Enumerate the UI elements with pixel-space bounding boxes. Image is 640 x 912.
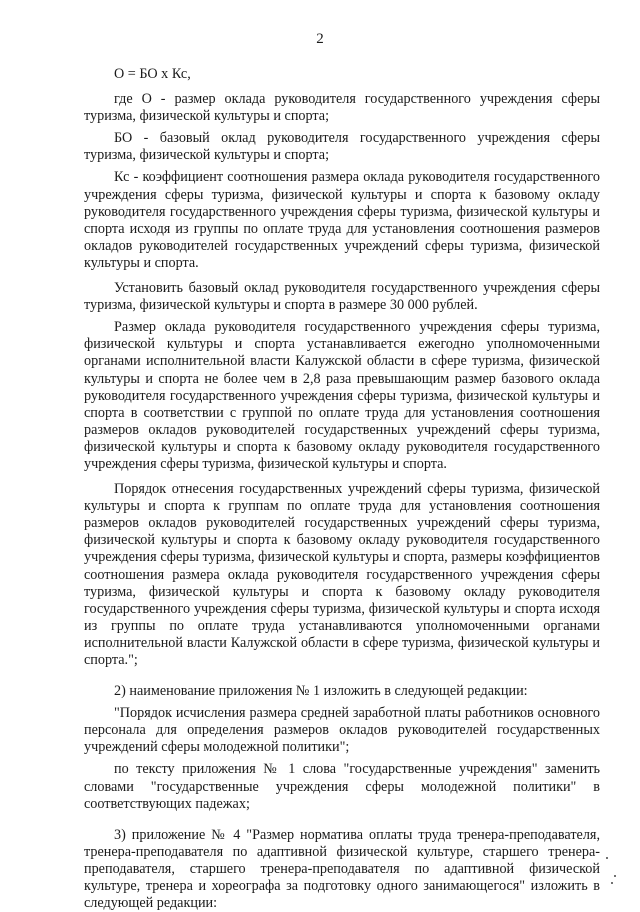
scan-specks: [602, 851, 622, 891]
grouping-order-paragraph: Порядок отнесения государственных учреждений сферы туризма, физической культуры и спорта к группам по оплате труда для установления соотношения размеров окладов руководителей государственных учреждений сферы туризма, физической культуры и спорта к базовому окладу руководителя государственного учреждения сферы туризма, физической культуры и спорта, размеры коэффициентов соотношения размера оклада руководителя государственного учреждения сферы туризма, физической культуры и спорта к базовому окладу руководителя государственного учреждения сферы туризма, физической культуры и спорта исходя из группы по оплате труда устанавливаются уполномоченными органами исполнительной власти Калужской области в сфере туризма, физической культуры и спорта.";: [84, 481, 600, 668]
page-number: 2: [316, 31, 324, 47]
base-salary-paragraph: Установить базовый оклад руководителя государственного учреждения сферы туризма, физической культуры и спорта в размере 30 000 рублей.: [84, 280, 600, 314]
amendment-2-heading: 2) наименование приложения № 1 изложить в следующей редакции:: [114, 683, 528, 700]
salary-size-paragraph: Размер оклада руководителя государственного учреждения сферы туризма, физической культуры и спорта устанавливается ежегодно уполномоченными органами исполнительной власти Калужской области в сфере туризма, физической культуры и спорта не более чем в 2,8 раза превышающим размер базового оклада руководителя государственного учреждения сферы туризма, физической культуры и спорта в соответствии с группой по оплате труда для установления соотношения размеров окладов руководителей государственных учреждений сферы туризма, физической культуры и спорта к базовому окладу руководителя государственного учреждения сферы туризма, физической культуры и спорта.: [84, 319, 600, 472]
definition-ks: Кс - коэффициент соотношения размера оклада руководителя государственного учреждения сферы туризма, физической культуры и спорта к базовому окладу руководителя государственного учреждения сферы туризма, физической культуры и спорта исходя из группы по оплате труда для установления соотношения размеров окладов руководителей государственных учреждений сферы туризма, физической культуры и спорта.: [84, 169, 600, 271]
formula: О = БО х Кс,: [114, 66, 191, 82]
definition-bo: БО - базовый оклад руководителя государственного учреждения сферы туризма, физической культуры и спорта;: [84, 130, 600, 164]
amendment-2-replacement: по тексту приложения № 1 слова "государственные учреждения" заменить словами "государственные учреждения сферы молодежной политики" в соответствующих падежах;: [84, 761, 600, 812]
definition-o: где О - размер оклада руководителя государственного учреждения сферы туризма, физической культуры и спорта;: [84, 91, 600, 125]
amendment-2-title: "Порядок исчисления размера средней заработной платы работников основного персонала для определения размеров окладов руководителей государственных учреждений сферы молодежной политики";: [84, 705, 600, 756]
amendment-3-paragraph: 3) приложение № 4 "Размер норматива оплаты труда тренера-преподавателя, тренера-преподавателя по адаптивной физической культуре, старшего тренера-преподавателя, старшего тренера-преподавателя по адаптивной физической культуре, тренера и хореографа за подготовку одного занимающегося" изложить в следующей редакции:: [84, 826, 600, 912]
document-body: [84, 66, 600, 912]
